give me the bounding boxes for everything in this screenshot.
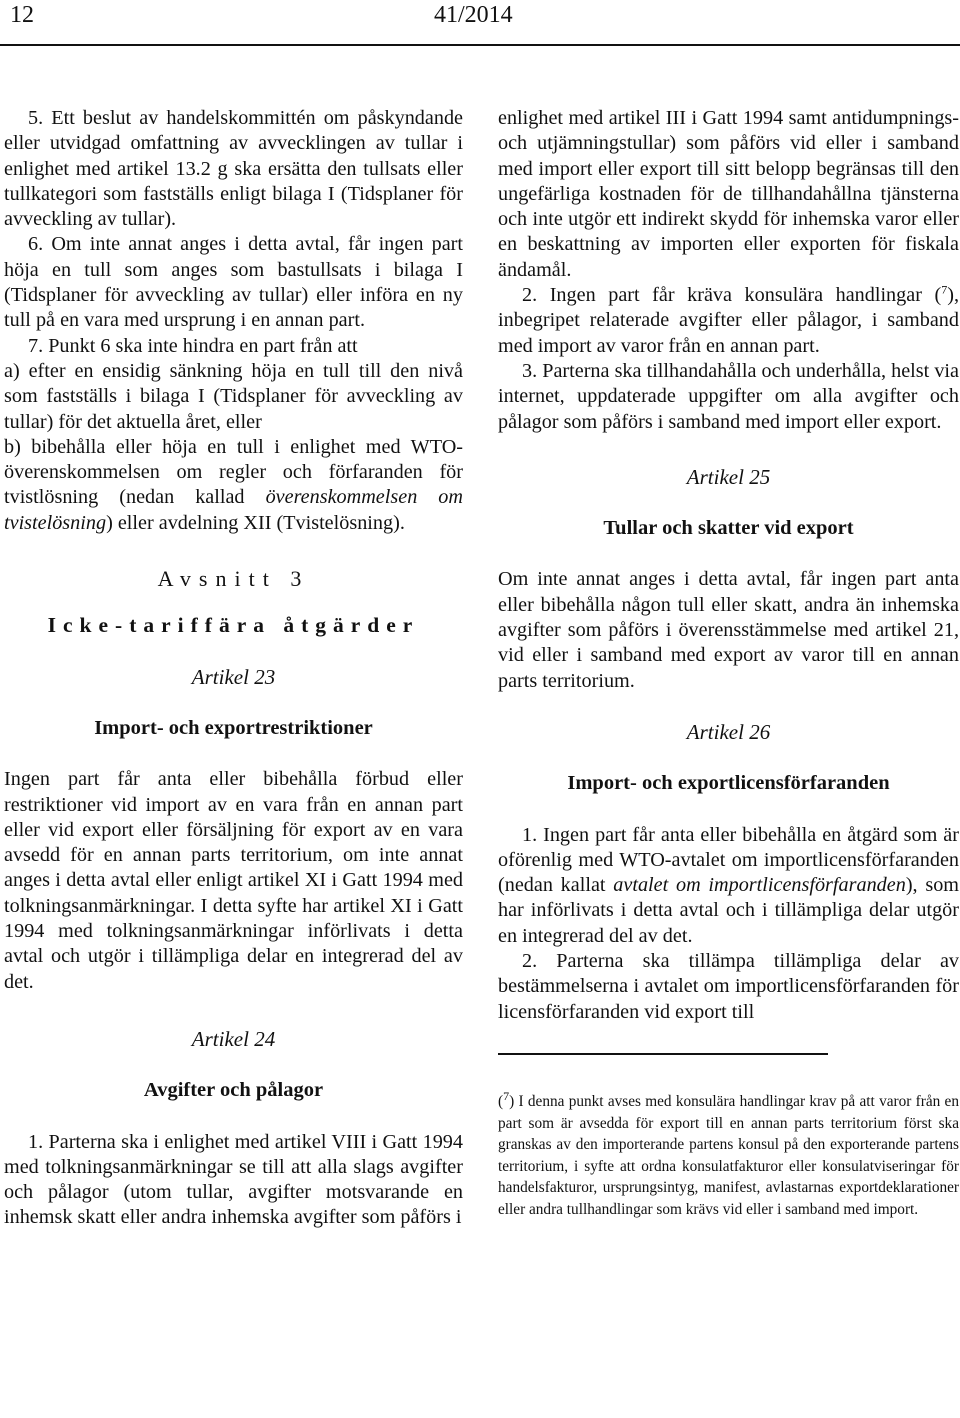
- footnote-rule: [498, 1053, 828, 1055]
- article-24-title: Avgifter och pålagor: [143, 1079, 324, 1102]
- paragraph-3: 3. Parterna ska tillhandahålla och underhålla, helst via internet, uppdaterade uppgifter om alla avgifter och pålagor som påförs i samband med import eller export.: [498, 359, 959, 433]
- article-24-number: Artikel 24: [191, 1026, 276, 1051]
- footnote-text: I denna punkt avses med konsulära handlingar krav på att varor från en part som är avsedda för export till en annan parts territorium först ska granskas av den importerande partens konsul på den exporterande partens territorium, i syfte att ordna konsulatfakturor eller konsulatviseringar för handelsfakturor, ursprungsintyg, manifest, avlastarnas exportdeklarationer eller andra tullhandlingar som krävs vid eller i samband med import.: [498, 1092, 959, 1218]
- issue-number: 41/2014: [434, 2, 513, 28]
- article-26-title: Import- och exportlicensförfaranden: [567, 772, 890, 795]
- footnote-reference[interactable]: 7: [941, 282, 948, 297]
- paragraph-7b-end: ) eller avdelning XII (Tvistelösning).: [106, 511, 405, 534]
- article-24-paragraph-1: 1. Parterna ska i enlighet med artikel VIII i Gatt 1994 med tolkningsanmärkningar se till att alla slags avgifter och pålagor (utom tullar, avgifter motsvarande en inhemsk skatt eller andra inhemska avgifter som påförs i: [4, 1130, 463, 1229]
- paragraph-7a: a) efter en ensidig sänkning höja en tull till den nivå som fastställs i bilaga I (Tidsplaner för avveckling av tullar) för det aktuella året, eller: [4, 359, 463, 433]
- article-23-text: Ingen part får anta eller bibehålla förbud eller restriktioner vid import av en vara från en annan part eller vid export eller försäljning för export av en vara avsedd för en annan parts territorium, om inte annat anges i detta avtal eller enligt artikel XI i Gatt 1994 med tolkningsanmärkningar. I detta syfte har artikel XI i Gatt 1994 med tolkningsanmärkningar införlivats i detta avtal och utgör i tillämpliga delar en integrerad del av det.: [4, 768, 463, 993]
- footnote-number: 7: [503, 1088, 510, 1103]
- section-heading: Avsnitt 3: [157, 566, 310, 592]
- article-26-paragraph-1-end: ), som har införlivats i detta avtal och i tillämpliga delar utgör en integrerad del av det.: [498, 874, 959, 947]
- header-rule: [0, 44, 960, 46]
- right-column: [498, 106, 959, 1220]
- article-26-number: Artikel 26: [686, 719, 771, 744]
- paragraph-7b-emphasis: överenskommelsen om tvistelösning: [4, 486, 463, 534]
- article-25-number: Artikel 25: [686, 464, 771, 489]
- article-23-number: Artikel 23: [191, 664, 276, 689]
- footnote-close-paren: ): [509, 1092, 515, 1110]
- paragraph-2: [498, 283, 959, 359]
- page-number: 12: [10, 2, 34, 28]
- article-26-paragraph-1-emphasis: avtalet om importlicensförfaranden: [613, 874, 906, 897]
- footnote: [498, 1088, 959, 1221]
- article-23-title: Import- och exportrestriktioner: [94, 716, 373, 739]
- footnote-open-paren: (: [498, 1092, 504, 1110]
- paragraph-2-end: ), inbegripet relaterade avgifter eller pålagor, i samband med import av varor från en annan part.: [498, 284, 959, 357]
- article-26-paragraph-2: 2. Parterna ska tillämpa tillämpliga delar av bestämmelserna i avtalet om importlicensförfaranden för licensförfaranden vid export till: [498, 950, 959, 1023]
- paragraph-7b: [4, 435, 463, 536]
- paragraph-7: 7. Punkt 6 ska inte hindra en part från att: [28, 334, 358, 357]
- article-26-paragraph-1-text: 1. Ingen part får anta eller bibehålla en åtgärd som är oförenlig med WTO-avtalet om importlicensförfaranden (nedan kallat: [498, 823, 959, 897]
- left-column: [4, 106, 463, 1231]
- section-title: Icke-tariffära åtgärder: [47, 613, 420, 638]
- continued-paragraph: enlighet med artikel III i Gatt 1994 samt antidumpnings- och utjämningstullar) som påförs vid eller i samband med import eller export till sitt belopp begränsas till den ungefärliga kostnaden för de tillhandahållna tjänsterna och inte utgör ett indirekt skydd för inhemska varor eller en beskattning av importen eller exporten för fiskala ändamål.: [498, 107, 959, 281]
- paragraph-5: 5. Ett beslut av handelskommittén om påskyndande eller utvidgad omfattning av avvecklingen av tullar i enlighet med artikel 13.2 g ska ersätta den tullsats eller tullkategori som fastställs enligt bilaga I (Tidsplaner för avveckling av tullar).: [4, 107, 463, 231]
- article-26-paragraph-1: [498, 823, 959, 949]
- paragraph-6: 6. Om inte annat anges i detta avtal, får ingen part höja en tull som anges som bastullsats i bilaga I (Tidsplaner för avveckling av tullar) eller införa en ny tull på en vara med ursprung i en annan part.: [4, 233, 463, 332]
- article-25-text: Om inte annat anges i detta avtal, får ingen part anta eller bibehålla någon tull eller skatt, andra än inhemska avgifter som påförs i överensstämmelse med artikel 21, vid eller i samband med export av varor till en annan parts territorium.: [498, 568, 959, 692]
- article-25-title: Tullar och skatter vid export: [603, 517, 854, 540]
- paragraph-2-text: 2. Ingen part får kräva konsulära handlingar (: [522, 284, 942, 307]
- paragraph-7b-text: b) bibehålla eller höja en tull i enlighet med WTO-överenskommelsen om regler och förfaranden för tvistlösning (nedan kallad: [4, 435, 463, 509]
